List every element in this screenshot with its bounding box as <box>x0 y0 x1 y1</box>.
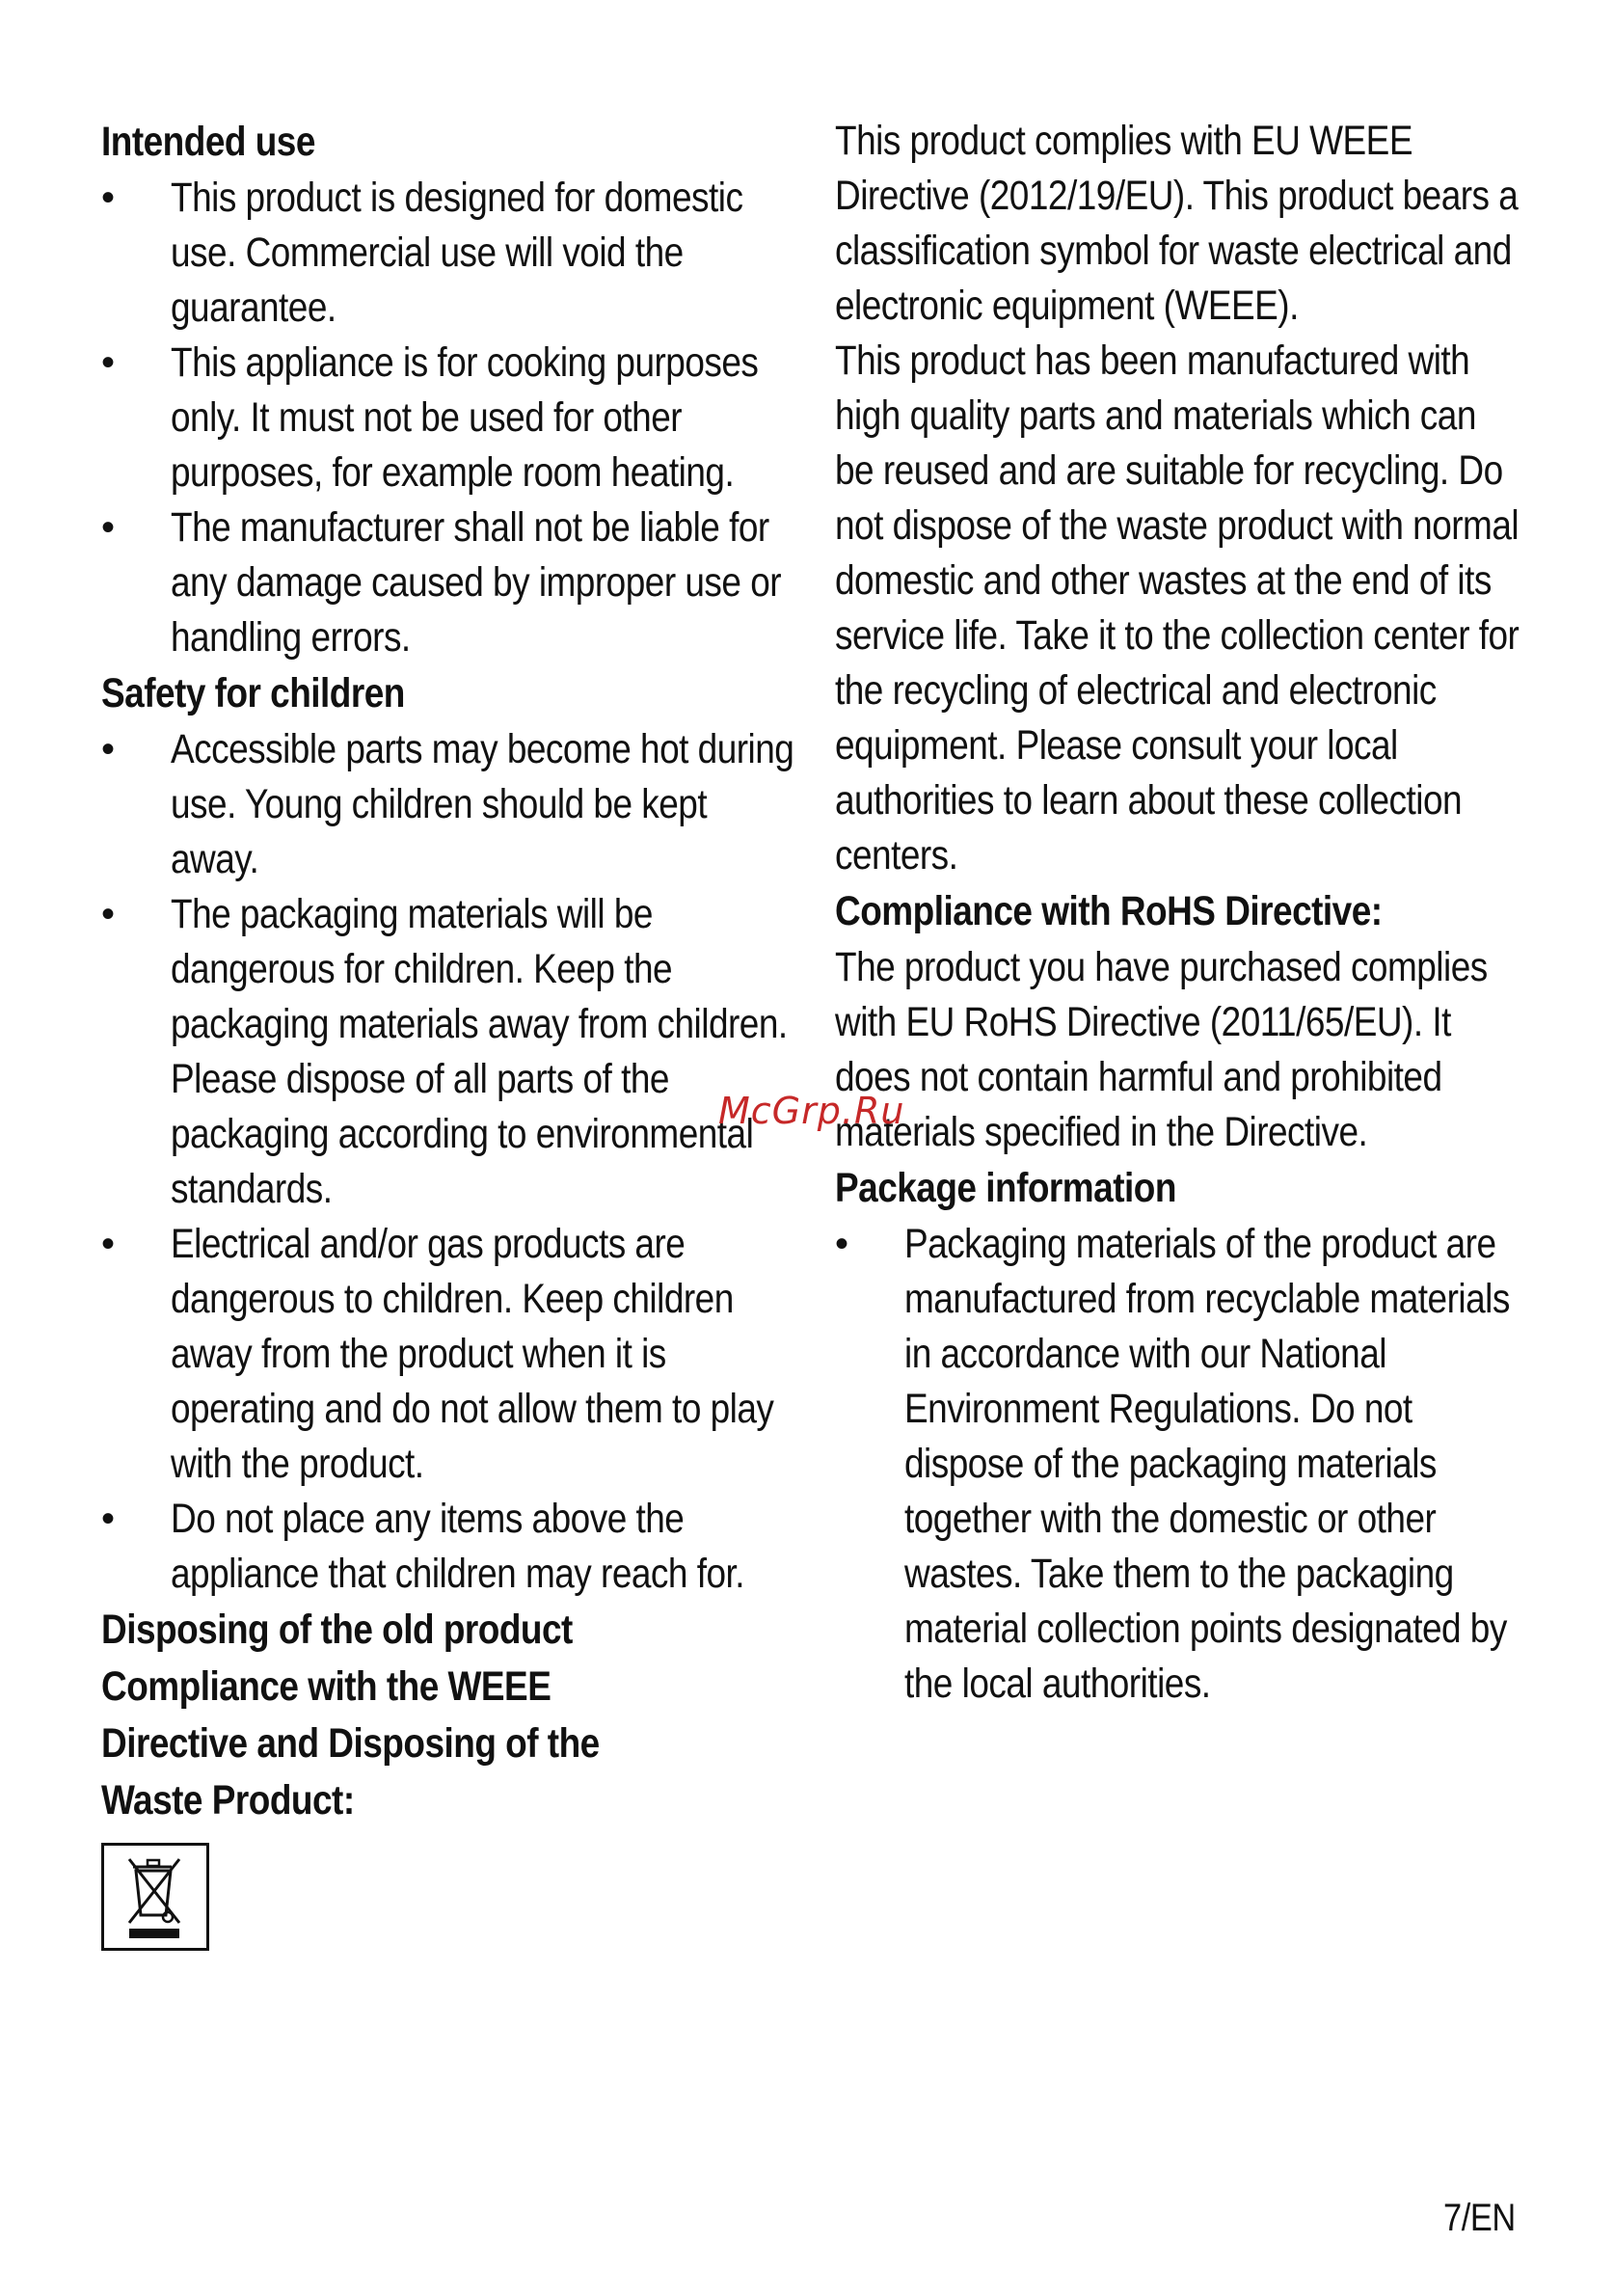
list-item: • The manufacturer shall not be liable for any damage caused by improper use or handling errors. <box>101 500 805 665</box>
right-column <box>835 114 1524 1712</box>
list-item: • Packaging materials of the product are manufactured from recyclable materials in accordance with our National Environment Regulations. Do not dispose of the packaging materials together with the domestic or other wastes. Take them to the packaging material collection points designated by the local authorities. <box>835 1217 1524 1712</box>
bullet-icon: • <box>101 728 116 770</box>
heading-rohs: Compliance with RoHS Directive: <box>835 888 1383 934</box>
list-item: • This product is designed for domestic use. Commercial use will void the guarantee. <box>101 171 805 336</box>
list-item: • The packaging materials will be dangerous for children. Keep the packaging materials away from children. Please dispose of all parts of the packaging according to environmental standards. <box>101 887 805 1217</box>
list-item: • This appliance is for cooking purposes only. It must not be used for other purposes, for example room heating. <box>101 336 805 500</box>
bullet-icon: • <box>101 341 116 384</box>
bullet-icon: • <box>101 1223 116 1265</box>
page-number: 7/EN <box>1443 2197 1516 2239</box>
weee-paragraph-1: This product complies with EU WEEE Directive (2012/19/EU). This product bears a classification symbol for waste electrical and electronic equipment (WEEE). <box>835 118 1519 329</box>
heading-disposing: Disposing of the old product Compliance with the WEEE Directive and Disposing of the Waste Product: <box>101 1607 600 1823</box>
heading-safety-children: Safety for children <box>101 670 405 716</box>
left-column <box>101 114 805 1951</box>
heading-intended-use: Intended use <box>101 119 315 165</box>
bullet-icon: • <box>101 176 116 219</box>
bullet-icon: • <box>835 1223 849 1265</box>
watermark: McGrp.Ru <box>718 1090 905 1132</box>
bullet-icon: • <box>101 893 116 935</box>
crossed-out-wheelie-bin-icon <box>101 1843 209 1951</box>
intended-use-list <box>101 171 805 665</box>
safety-children-list <box>101 722 805 1602</box>
rohs-paragraph: The product you have purchased complies with EU RoHS Directive (2011/65/EU). It does not contain harmful and prohibited materials specified in the Directive. <box>835 944 1488 1155</box>
weee-paragraph-2: This product has been manufactured with high quality parts and materials which can be reused and are suitable for recycling. Do not dispose of the waste product with normal domestic and other wastes at the end of its service life. Take it to the collection center for the recycling of electrical and electronic equipment. Please consult your local authorities to learn about these collection centers. <box>835 338 1520 878</box>
list-item: • Electrical and/or gas products are dangerous to children. Keep children away from the product when it is operating and do not allow them to play with the product. <box>101 1217 805 1492</box>
package-list <box>835 1217 1524 1712</box>
list-item: • Do not place any items above the appliance that children may reach for. <box>101 1492 805 1602</box>
heading-package-information: Package information <box>835 1165 1176 1211</box>
bullet-icon: • <box>101 506 116 549</box>
bullet-icon: • <box>101 1498 116 1540</box>
list-item: • Accessible parts may become hot during use. Young children should be kept away. <box>101 722 805 887</box>
